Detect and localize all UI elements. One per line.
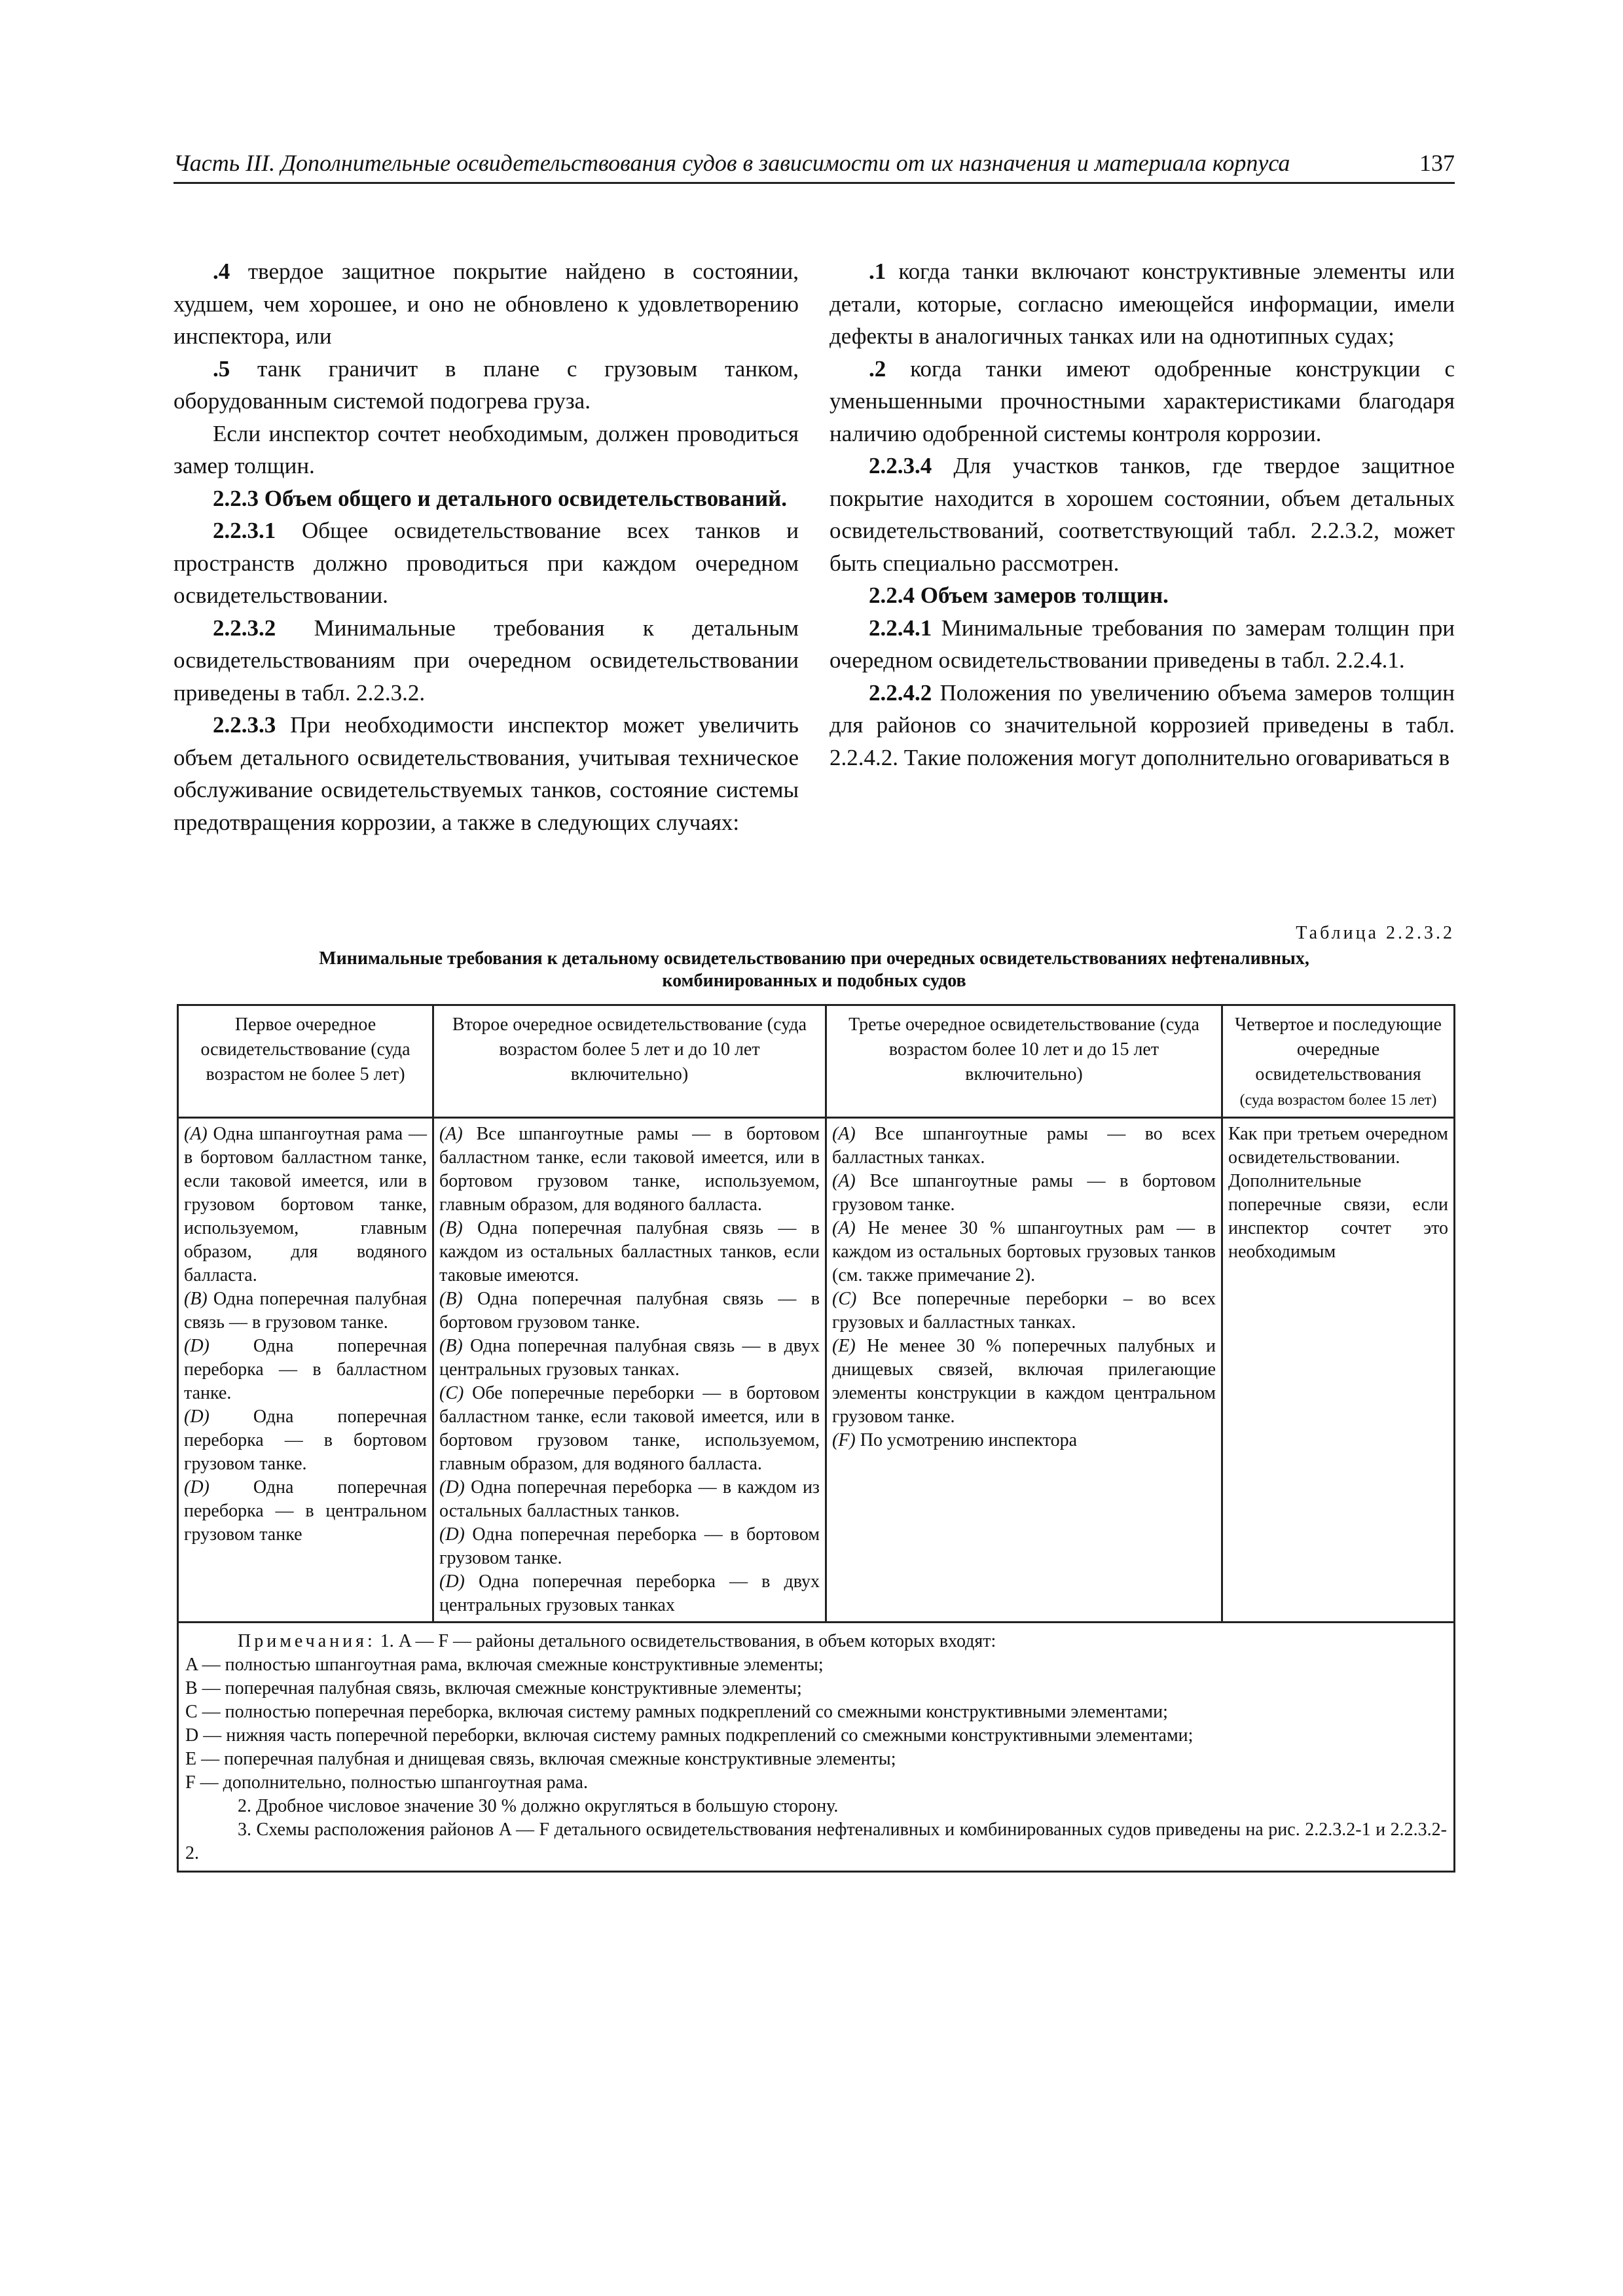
header-cell: Второе очередное освидетельствование (суда возрастом более 5 лет и до 10 лет включительно) — [433, 1005, 826, 1118]
table-row — [178, 1118, 1455, 1623]
paragraph: .4 твердое защитное покрытие найдено в состоянии, худшем, чем хорошее, и оно не обновлено к удовлетворению инспектора, или — [173, 259, 799, 349]
paragraph: Если инспектор сочтет необходимым, должен проводиться замер толщин. — [173, 420, 799, 478]
note-line: C — полностью поперечная переборка, включая систему рамных подкреплений со смежными конструктивными элементами; — [185, 1702, 1168, 1722]
header-cell: Первое очередное освидетельствование (суда возрастом не более 5 лет) — [178, 1005, 433, 1118]
left-column — [173, 255, 799, 838]
header-cell: Четвертое и последующие очередные освидетельствования (суда возрастом более 15 лет) — [1222, 1005, 1455, 1118]
paragraph: 2.2.4.2 Положения по увеличению объема замеров толщин для районов со значительной коррозией приведены в табл. 2.2.4.2. Такие положения могут дополнительно оговариваться в — [830, 679, 1455, 770]
right-column — [830, 255, 1455, 774]
paragraph: 2.2.3.4 Для участков танков, где твердое защитное покрытие находится в хорошем состоянии, объем детальных освидетельствований, соответствующий табл. 2.2.3.2, может быть специально рассмотрен. — [830, 453, 1455, 576]
table-header-row — [178, 1005, 1455, 1118]
note-line: 3. Схемы расположения районов A — F детального освидетельствования нефтеналивных и комбинированных судов приведены на рис. 2.2.3.2-1 и 2.2.3.2-2. — [185, 1820, 1447, 1863]
paragraph: .5 танк граничит в плане с грузовым танком, оборудованным системой подогрева груза. — [173, 355, 799, 414]
note-line: E — поперечная палубная и днищевая связь, включая смежные конструктивные элементы; — [185, 1749, 896, 1769]
paragraph: 2.2.3.3 При необходимости инспектор может увеличить объем детального освидетельствования, учитывая техническое обслуживание освидетельствуемых танков, состояние системы предотвращения коррозии, а также в следующих случаях: — [173, 712, 799, 835]
paragraph: .2 когда танки имеют одобренные конструкции с уменьшенными прочностными характеристиками благодаря наличию одобренной системы контроля коррозии. — [830, 355, 1455, 446]
paragraph: 2.2.3.1 Общее освидетельствование всех танков и пространств должно проводиться при каждом очередном освидетельствовании. — [173, 518, 799, 608]
cell-first-survey: (A) Одна шпангоутная рама — в бортовом балластном танке, если таковой имеется, или в грузовом бортовом танке, используемом, главным образом, для водяного балласта. (B) Одна поперечная палубная связь — в грузовом танке. (D) Одна поперечная переборка — в балластном танке. (D) Одна поперечная переборка — в бортовом грузовом танке. (D) Одна поперечная переборка — в центральном грузовом танке — [178, 1118, 433, 1623]
note-line: D — нижняя часть поперечной переборки, включая систему рамных подкреплений со смежными конструктивными элементами; — [185, 1725, 1194, 1746]
note-line: B — поперечная палубная связь, включая смежные конструктивные элементы; — [185, 1678, 802, 1698]
notes-cell: Примечания: 1. A — F — районы детального освидетельствования, в объем которых входят: A — полностью шпангоутная рама, включая смежные конструктивные элементы; B — поперечная палубная связь, включая смежные конструктивные элементы; C — полностью поперечная переборка, включая систему рамных подкреплений со смежными конструктивными элементами; D — нижняя часть поперечной переборки, включая систему рамных подкреплений со смежными конструктивными элементами; E — поперечная палубная и днищевая связь, включая смежные конструктивные элементы; F — дополнительно, полностью шпангоутная рама. 2. Дробное числовое значение 30 % должно округляться в большую сторону. 3. Схемы расположения районов A — F детального освидетельствования нефтеналивных и комбинированных судов приведены на рис. 2.2.3.2-1 и 2.2.3.2-2. — [178, 1623, 1455, 1872]
paragraph: 2.2.4.1 Минимальные требования по замерам толщин при очередном освидетельствовании приведены в табл. 2.2.4.1. — [830, 615, 1455, 673]
table-notes-row — [178, 1623, 1455, 1872]
notes-heading: Примечания: — [238, 1631, 376, 1651]
cell-second-survey: (A) Все шпангоутные рамы — в бортовом балластном танке, если таковой имеется, или в бортовом грузовом танке, используемом, главным образом, для водяного балласта. (B) Одна поперечная палубная связь — в каждом из остальных балластных танков, если таковые имеются. (B) Одна поперечная палубная связь — в бортовом грузовом танке. (B) Одна поперечная палубная связь — в двух центральных грузовых танках. (C) Обе поперечные переборки — в бортовом балластном танке, если таковой имеется, или в бортовом грузовом танке, используемом, главным образом, для водяного балласта. (D) Одна поперечная переборка — в каждом из остальных балластных танков. (D) Одна поперечная переборка — в бортовом грузовом танке. (D) Одна поперечная переборка — в двух центральных грузовых танках — [433, 1118, 826, 1623]
requirements-table — [177, 1004, 1455, 1873]
note-line: A — полностью шпангоутная рама, включая смежные конструктивные элементы; — [185, 1655, 824, 1675]
header-cell: Третье очередное освидетельствование (суда возрастом более 10 лет и до 15 лет включительно) — [826, 1005, 1222, 1118]
note-line: F — дополнительно, полностью шпангоутная рама. — [185, 1772, 588, 1793]
section-heading: 2.2.4 Объем замеров толщин. — [869, 583, 1169, 608]
paragraph: .1 когда танки включают конструктивные элементы или детали, которые, согласно имеющейся информации, имели дефекты в аналогичных танках или на однотипных судах; — [830, 259, 1455, 349]
paragraph: 2.2.3.2 Минимальные требования к детальным освидетельствованиям при очередном освидетельствовании приведены в табл. 2.2.3.2. — [173, 615, 799, 706]
page-number: 137 — [1419, 150, 1455, 176]
table-title: Минимальные требования к детальному освидетельствованию при очередных освидетельствованиях нефтеналивных, комбинированных и подобных судов — [319, 948, 1309, 991]
section-heading: 2.2.3 Объем общего и детального освидетельствований. — [213, 485, 788, 511]
cell-fourth-survey: Как при третьем очередном освидетельствовании. Дополнительные поперечные связи, если инспектор сочтет это необходимым — [1222, 1118, 1455, 1623]
cell-third-survey: (A) Все шпангоутные рамы — во всех балластных танках. (A) Все шпангоутные рамы — в бортовом грузовом танке. (A) Не менее 30 % шпангоутных рам — в каждом из остальных бортовых грузовых танков (см. также примечание 2). (C) Все поперечные переборки – во всех грузовых и балластных танках. (E) Не менее 30 % поперечных палубных и днищевых связей, включая прилегающие элементы конструкции в каждом центральном грузовом танке. (F) По усмотрению инспектора — [826, 1118, 1222, 1623]
note-line: 2. Дробное числовое значение 30 % должно округляться в большую сторону. — [238, 1796, 839, 1816]
page-header — [173, 145, 1455, 184]
running-title: Часть III. Дополнительные освидетельствования судов в зависимости от их назначения и материала корпуса — [173, 150, 1290, 176]
table-label: Таблица 2.2.3.2 — [1296, 923, 1455, 943]
